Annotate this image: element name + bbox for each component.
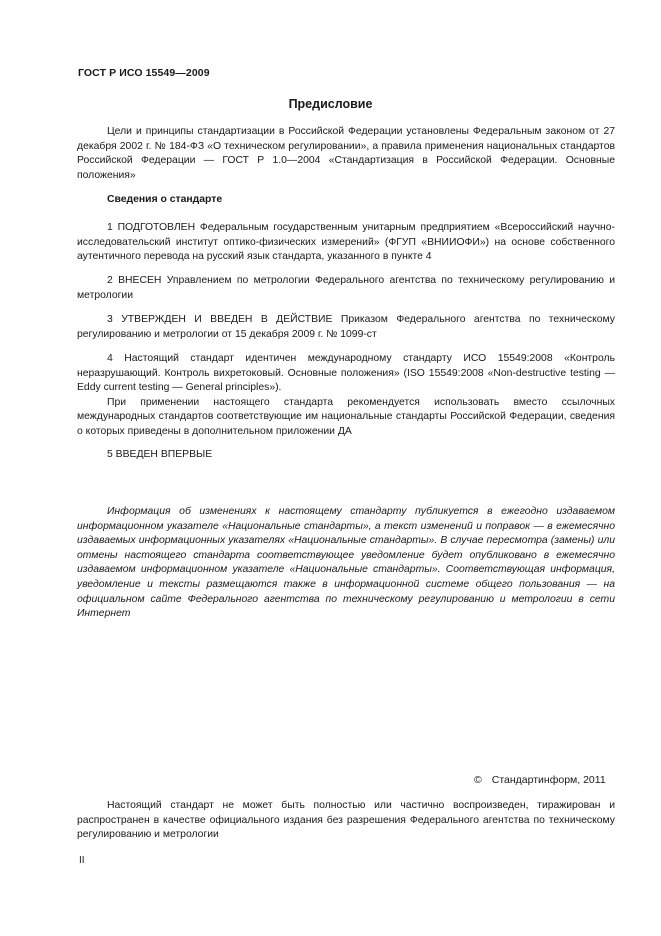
intro-paragraph	[77, 125, 615, 183]
info-notice	[77, 505, 615, 622]
item-5	[77, 448, 615, 463]
copyright-line	[474, 773, 606, 788]
item-5-text: 5 ВВЕДЕН ВПЕРВЫЕ	[107, 449, 213, 460]
section-subheading: Сведения о стандарте	[107, 194, 223, 205]
reproduction-notice-text: Настоящий стандарт не может быть полностью или частично воспроизведен, тиражирован и распространен в качестве официального издания без разрешения Федерального агентства по техническому регулированию и метрологии	[77, 800, 615, 841]
item-1	[77, 221, 615, 265]
reproduction-notice	[77, 799, 615, 843]
copyright-symbol: ©	[474, 774, 482, 786]
standard-id-header: ГОСТ Р ИСО 15549—2009	[78, 67, 210, 79]
page-number: II	[79, 855, 85, 866]
item-1-text: 1 ПОДГОТОВЛЕН Федеральным государственным унитарным предприятием «Всероссийский научно-исследовательский институт оптико-физических измерений» (ФГУП «ВНИИОФИ») на основе собственного аутентичного перевода на русский язык стандарта, указанного в пункте 4	[77, 222, 615, 263]
info-notice-text: Информация об изменениях к настоящему стандарту публикуется в ежегодно издаваемом информационном указателе «Национальные стандарты», а текст изменений и поправок — в ежемесячно издаваемых информационных указателях «Национальные стандарты». В случае пересмотра (замены) или отмены настоящего стандарта соответствующее уведомление будет опубликовано в ежемесячно издаваемом информационном указателе «Национальные стандарты». Соответствующая информация, уведомление и тексты размещаются также в информационной системе общего пользования — на официальном сайте Федерального агентства по техническому регулированию и метрологии в сети Интернет	[77, 506, 615, 620]
page-title: Предисловие	[288, 97, 373, 111]
item-4-text: 4 Настоящий стандарт идентичен международному стандарту ИСО 15549:2008 «Контроль неразрушающий. Контроль вихретоковый. Основные положения» (ISO 15549:2008 «Non-destructive testing — Eddy current testing — General principles»).	[77, 353, 615, 394]
intro-text: Цели и принципы стандартизации в Российской Федерации установлены Федеральным законом от 27 декабря 2002 г. № 184-ФЗ «О техническом регулировании», а правила применения национальных стандартов Российской Федерации — ГОСТ Р 1.0—2004 «Стандартизация в Российской Федерации. Основные положения»	[77, 126, 615, 181]
item-4-note: При применении настоящего стандарта рекомендуется использовать вместо ссылочных международных стандартов соответствующие им национальные стандарты Российской Федерации, сведения о которых приведены в дополнительном приложении ДА	[77, 396, 615, 437]
item-2	[77, 274, 615, 303]
item-3	[77, 313, 615, 342]
item-4	[77, 352, 615, 440]
item-2-text: 2 ВНЕСЕН Управлением по метрологии Федерального агентства по техническому регулированию и метрологии	[77, 275, 615, 301]
item-3-text: 3 УТВЕРЖДЕН И ВВЕДЕН В ДЕЙСТВИЕ Приказом Федерального агентства по техническому регулированию и метрологии от 15 декабря 2009 г. № 1099-ст	[77, 314, 615, 340]
copyright-text: Стандартинформ, 2011	[491, 774, 606, 786]
